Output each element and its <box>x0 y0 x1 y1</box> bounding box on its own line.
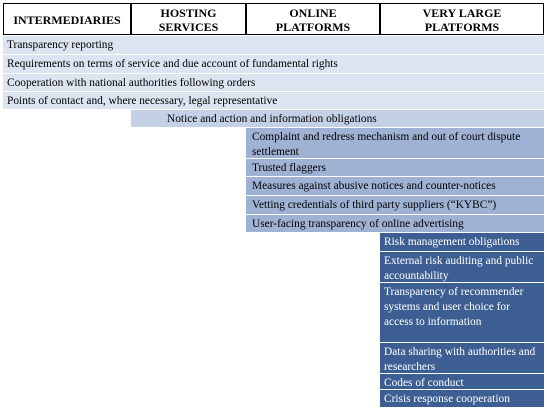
obligation-risk-management: Risk management obligations <box>380 233 544 252</box>
header-line: HOSTING <box>160 5 217 20</box>
header-intermediaries <box>3 3 131 35</box>
obligation-risk-auditing: External risk auditing and public accountability <box>380 252 544 283</box>
header-line: ONLINE <box>289 5 337 20</box>
obligation-notice-and-action: Notice and action and information obligations <box>131 110 544 128</box>
obligation-crisis-response: Crisis response cooperation <box>380 390 544 408</box>
obligation-recommender-transparency: Transparency of recommender systems and user choice for access to information <box>380 283 544 343</box>
obligation-terms-of-service: Requirements on terms of service and due account of fundamental rights <box>3 55 544 74</box>
obligation-complaint-redress: Complaint and redress mechanism and out of court dispute settlement <box>246 128 544 159</box>
header-line: PLATFORMS <box>424 19 500 34</box>
header-very-large-platforms <box>380 3 544 35</box>
header-line: INTERMEDIARIES <box>13 12 121 27</box>
obligation-cooperation-authorities: Cooperation with national authorities following orders <box>3 74 544 92</box>
header-line: VERY LARGE <box>422 5 502 20</box>
obligation-kybc: Vetting credentials of third party suppliers (“KYBC”) <box>246 196 544 215</box>
obligation-codes-of-conduct: Codes of conduct <box>380 374 544 390</box>
obligation-advertising-transparency: User-facing transparency of online advertising <box>246 215 544 233</box>
obligation-abusive-notices: Measures against abusive notices and counter-notices <box>246 177 544 196</box>
obligation-data-sharing: Data sharing with authorities and researchers <box>380 343 544 374</box>
obligation-trusted-flaggers: Trusted flaggers <box>246 159 544 177</box>
obligation-transparency-reporting: Transparency reporting <box>3 36 544 55</box>
header-online-platforms <box>246 3 380 35</box>
obligation-points-of-contact: Points of contact and, where necessary, legal representative <box>3 92 544 110</box>
header-hosting-services <box>131 3 246 35</box>
header-line: SERVICES <box>158 19 219 34</box>
header-line: PLATFORMS <box>275 19 351 34</box>
